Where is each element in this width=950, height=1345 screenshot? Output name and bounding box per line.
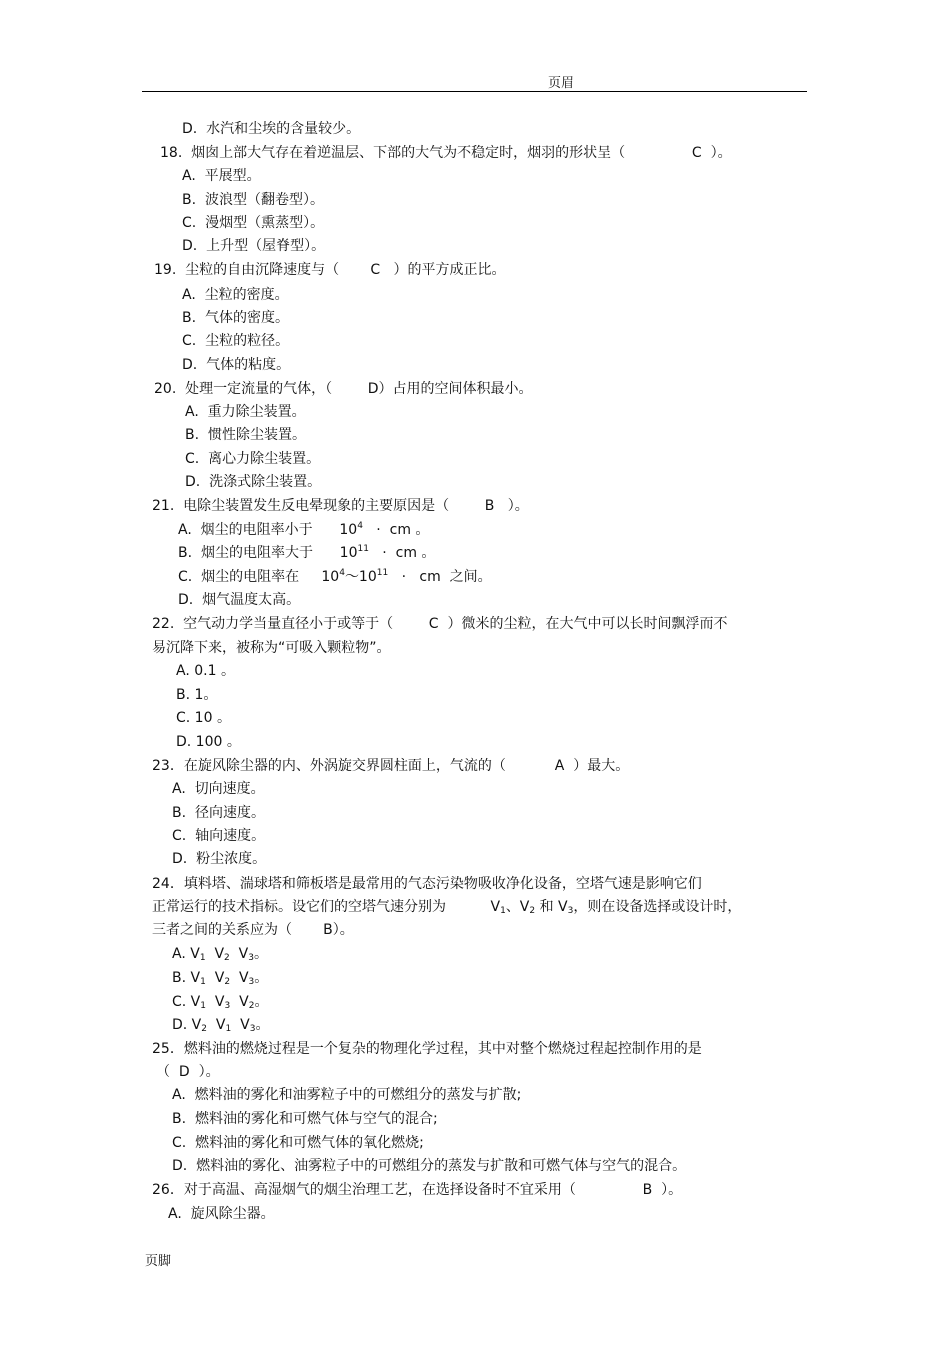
- q22-option-b: B. 1。: [176, 687, 218, 703]
- q23-option-b: B. 径向速度。: [172, 805, 265, 821]
- q21-option-c: C. 烟尘的电阻率在 $10^4\sim 10^{11}$ · cm 之间。: [178, 568, 492, 585]
- q24-option-b: B. $V_1$ $V_2$ $V_3$。: [172, 970, 269, 987]
- q19-option-a: A. 尘粒的密度。: [182, 287, 289, 303]
- q26-stem: 26．对于高温、高湿烟气的烟尘治理工艺，在选择设备时不宜采用（ B ）。: [152, 1182, 683, 1198]
- page-footer: 页脚: [145, 1254, 172, 1269]
- q26-option-a: A. 旋风除尘器。: [168, 1206, 275, 1222]
- q22-option-a: A. 0.1 。: [176, 663, 235, 679]
- q24-stem-line2: 正常运行的技术指标。设它们的空塔气速分别为 $V_1$、$V_2$ 和 $V_3$，则在设备选择或设计时，: [152, 899, 742, 916]
- q24-stem-line3: 三者之间的关系应为（ B）。: [152, 922, 354, 938]
- q25-option-b: B. 燃料油的雾化和可燃气体与空气的混合;: [172, 1111, 438, 1127]
- q18-option-b: B. 波浪型（翻卷型）。: [182, 192, 324, 208]
- q22-option-c: C. 10 。: [176, 710, 231, 726]
- q19-option-d: D. 气体的粘度。: [182, 357, 291, 373]
- q20-option-d: D. 洗涤式除尘装置。: [185, 474, 322, 490]
- q19-option-c: C. 尘粒的粒径。: [182, 333, 290, 349]
- q24-option-a: A. $V_1$ $V_2$ $V_3$。: [172, 946, 268, 963]
- q17-option-d: D. 水汽和尘埃的含量较少。: [182, 121, 361, 137]
- q21-option-d: D. 烟气温度太高。: [178, 592, 301, 608]
- q22-stem-line2: 易沉降下来，被称为“可吸入颗粒物”。: [152, 640, 391, 656]
- q24-option-d: D. $V_2$ $V_1$ $V_3$。: [172, 1017, 270, 1034]
- q23-option-c: C. 轴向速度。: [172, 828, 266, 844]
- q18-option-d: D. 上升型（屋脊型）。: [182, 238, 326, 254]
- q20-stem: 20. 处理一定流量的气体，（ D）占用的空间体积最小。: [154, 381, 533, 397]
- q25-option-c: C. 燃料油的雾化和可燃气体的氧化燃烧;: [172, 1135, 424, 1151]
- q23-option-d: D. 粉尘浓度。: [172, 851, 267, 867]
- q20-option-c: C. 离心力除尘装置。: [185, 451, 321, 467]
- q22-stem-line1: 22. 空气动力学当量直径小于或等于（ C ）微米的尘粒，在大气中可以长时间飘浮而不: [152, 616, 728, 632]
- q25-stem-line2: （ D ）。: [156, 1064, 220, 1080]
- q18-option-c: C. 漫烟型（熏蒸型）。: [182, 215, 325, 231]
- q19-stem: 19. 尘粒的自由沉降速度与（ C ）的平方成正比。: [154, 262, 506, 278]
- q23-stem: 23．在旋风除尘器的内、外涡旋交界圆柱面上，气流的（ A ）最大。: [152, 758, 630, 774]
- page-header: 页眉: [548, 76, 575, 91]
- q24-option-c: C. $V_1$ $V_3$ $V_2$。: [172, 994, 269, 1011]
- q23-option-a: A. 切向速度。: [172, 781, 265, 797]
- q22-option-d: D. 100 。: [176, 734, 241, 750]
- q25-option-a: A. 燃料油的雾化和油雾粒子中的可燃组分的蒸发与扩散;: [172, 1087, 522, 1103]
- q25-stem-line1: 25．燃料油的燃烧过程是一个复杂的物理化学过程，其中对整个燃烧过程起控制作用的是: [152, 1041, 702, 1057]
- q20-option-a: A. 重力除尘装置。: [185, 404, 306, 420]
- q21-option-b: B. 烟尘的电阻率大于 $10^{11}$ · cm 。: [178, 544, 436, 561]
- q18-option-a: A. 平展型。: [182, 168, 261, 184]
- q25-option-d: D. 燃料油的雾化、油雾粒子中的可燃组分的蒸发与扩散和可燃气体与空气的混合。: [172, 1158, 687, 1174]
- q21-option-a: A. 烟尘的电阻率小于 $10^4$ · cm 。: [178, 521, 430, 538]
- q19-option-b: B. 气体的密度。: [182, 310, 289, 326]
- header-rule: [142, 91, 807, 92]
- q24-stem-line1: 24．填料塔、湍球塔和筛板塔是最常用的气态污染物吸收净化设备，空塔气速是影响它们: [152, 876, 702, 892]
- q20-option-b: B. 惯性除尘装置。: [185, 427, 306, 443]
- q18-stem: 18. 烟囱上部大气存在着逆温层、下部的大气为不稳定时，烟羽的形状呈（ C ）。: [160, 145, 732, 161]
- q21-stem: 21. 电除尘装置发生反电晕现象的主要原因是（ B ）。: [152, 498, 529, 514]
